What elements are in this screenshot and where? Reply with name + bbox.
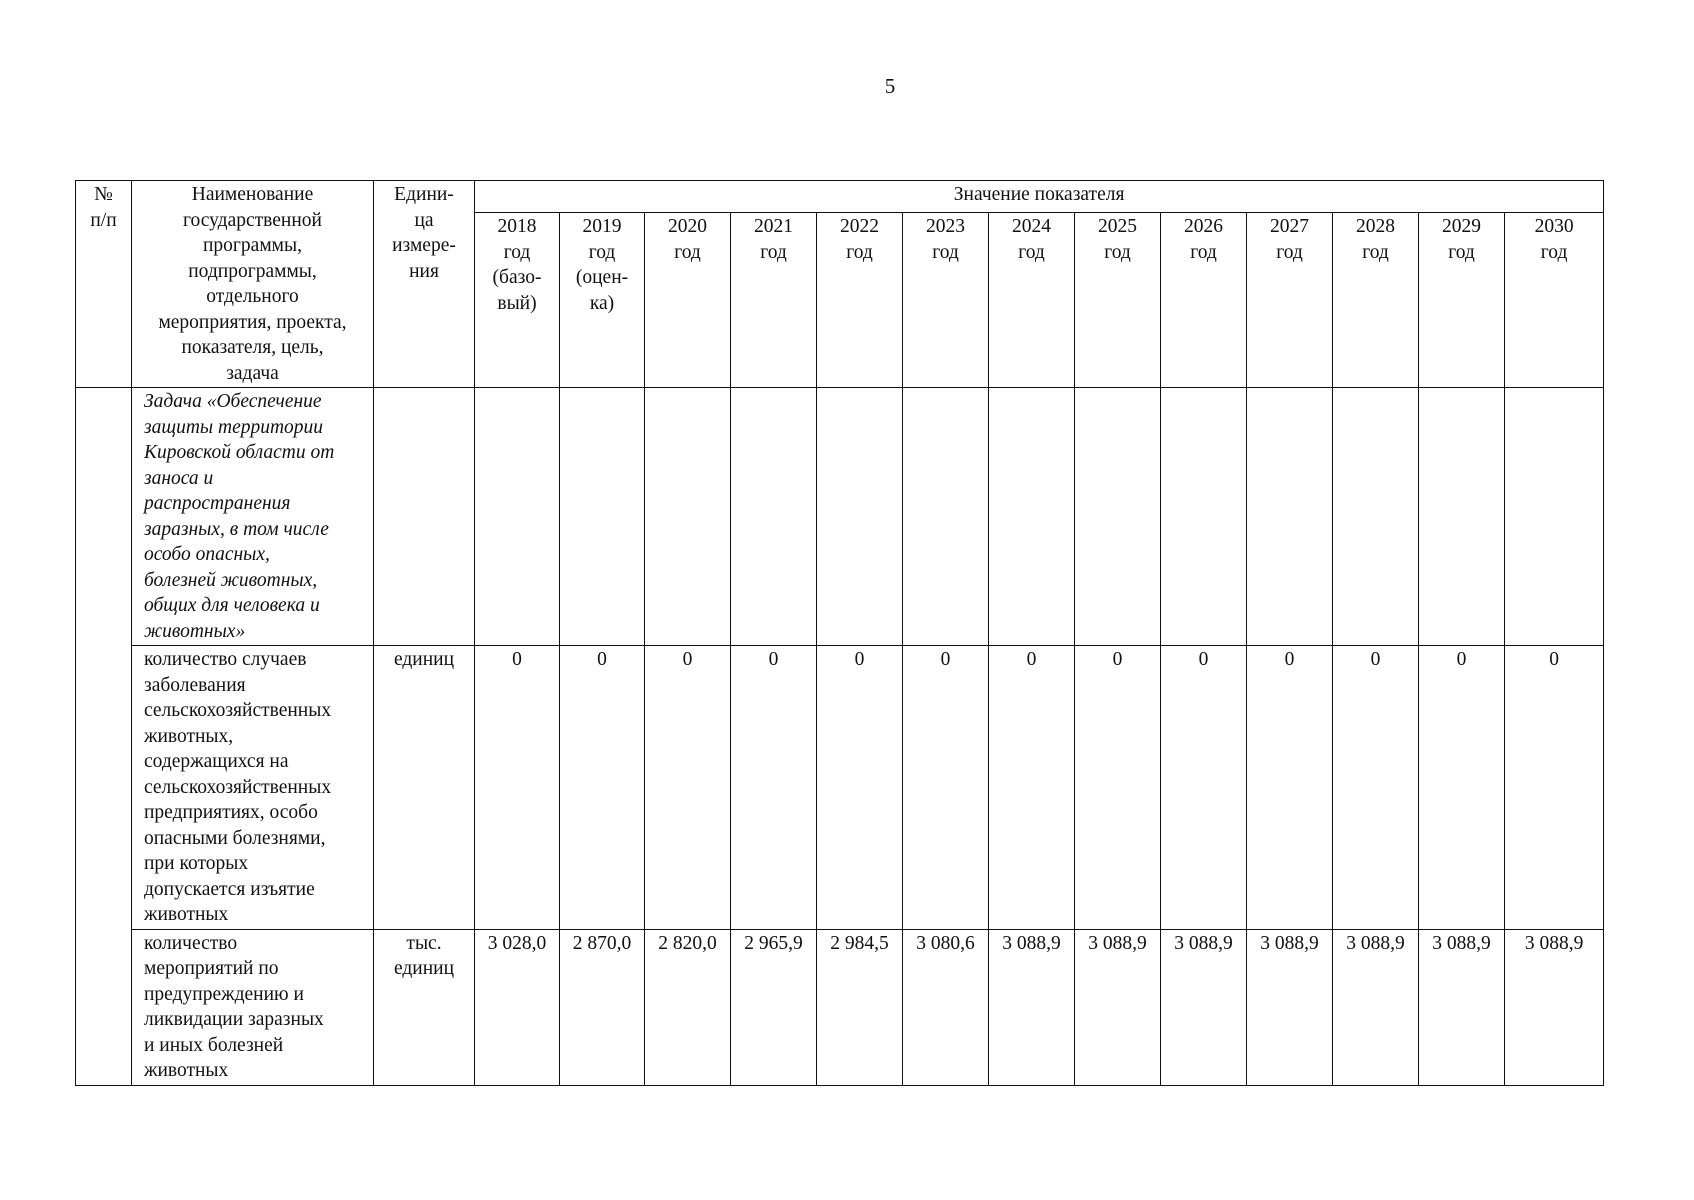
header-year: 2019 год (оцен- ка) <box>560 213 645 388</box>
indicator-value: 3 088,9 <box>989 929 1075 1085</box>
table-row <box>76 929 1604 1085</box>
header-year: 2020 год <box>645 213 731 388</box>
indicators-table <box>75 180 1604 1086</box>
task-value-cell <box>645 388 731 646</box>
header-year: 2030 год <box>1505 213 1604 388</box>
header-year: 2023 год <box>903 213 989 388</box>
indicator-unit: единиц <box>374 646 475 930</box>
task-value-cell <box>903 388 989 646</box>
task-value-cell <box>475 388 560 646</box>
indicator-value: 3 088,9 <box>1419 929 1505 1085</box>
indicator-name: количество случаев заболевания сельскохозяйственных животных, содержащихся на сельскохозяйственных предприятиях, особо опасными болезнями, при которых допускается изъятие животных <box>132 646 374 930</box>
indicator-value: 0 <box>731 646 817 930</box>
indicator-value: 0 <box>903 646 989 930</box>
indicator-value: 0 <box>1247 646 1333 930</box>
header-year: 2027 год <box>1247 213 1333 388</box>
task-value-cell <box>560 388 645 646</box>
indicator-value: 0 <box>560 646 645 930</box>
indicator-value: 0 <box>645 646 731 930</box>
header-year: 2024 год <box>989 213 1075 388</box>
header-year: 2026 год <box>1161 213 1247 388</box>
task-value-cell <box>817 388 903 646</box>
indicator-value: 3 080,6 <box>903 929 989 1085</box>
indicator-unit: тыс. единиц <box>374 929 475 1085</box>
task-value-cell <box>1075 388 1161 646</box>
task-value-cell <box>1161 388 1247 646</box>
task-value-cell <box>1419 388 1505 646</box>
header-year: 2029 год <box>1419 213 1505 388</box>
indicator-value: 2 820,0 <box>645 929 731 1085</box>
task-value-cell <box>989 388 1075 646</box>
task-row <box>76 388 1604 646</box>
indicator-value: 0 <box>1505 646 1604 930</box>
header-year: 2018 год (базо- вый) <box>475 213 560 388</box>
task-value-cell <box>1333 388 1419 646</box>
indicator-value: 3 088,9 <box>1505 929 1604 1085</box>
header-year: 2021 год <box>731 213 817 388</box>
header-unit: Едини- ца измере- ния <box>374 181 475 388</box>
task-value-cell <box>1505 388 1604 646</box>
indicator-value: 2 984,5 <box>817 929 903 1085</box>
indicator-value: 0 <box>475 646 560 930</box>
indicator-value: 2 870,0 <box>560 929 645 1085</box>
indicator-value: 0 <box>1075 646 1161 930</box>
indicator-value: 3 088,9 <box>1161 929 1247 1085</box>
indicator-value: 3 088,9 <box>1333 929 1419 1085</box>
page-number: 5 <box>884 74 896 98</box>
header-year: 2028 год <box>1333 213 1419 388</box>
indicator-value: 0 <box>1419 646 1505 930</box>
indicator-value: 0 <box>1333 646 1419 930</box>
header-num: № п/п <box>76 181 132 388</box>
task-value-cell <box>1247 388 1333 646</box>
indicator-value: 3 088,9 <box>1075 929 1161 1085</box>
indicator-value: 0 <box>989 646 1075 930</box>
indicator-value: 3 088,9 <box>1247 929 1333 1085</box>
header-name: Наименование государственной программы, подпрограммы, отдельного мероприятия, проекта, показателя, цель, задача <box>132 181 374 388</box>
indicator-value: 0 <box>817 646 903 930</box>
header-row-1 <box>76 181 1604 213</box>
task-value-cell <box>731 388 817 646</box>
indicator-value: 3 028,0 <box>475 929 560 1085</box>
indicator-value: 0 <box>1161 646 1247 930</box>
table-row <box>76 646 1604 930</box>
task-unit-cell <box>374 388 475 646</box>
header-year: 2025 год <box>1075 213 1161 388</box>
indicator-name: количество мероприятий по предупреждению и ликвидации заразных и иных болезней животных <box>132 929 374 1085</box>
task-name: Задача «Обеспечение защиты территории Кировской области от заноса и распространения заразных, в том числе особо опасных, болезней животных, общих для человека и животных» <box>132 388 374 646</box>
header-year: 2022 год <box>817 213 903 388</box>
row-number-cell <box>76 388 132 1086</box>
indicator-value: 2 965,9 <box>731 929 817 1085</box>
header-value-group: Значение показателя <box>475 181 1604 213</box>
